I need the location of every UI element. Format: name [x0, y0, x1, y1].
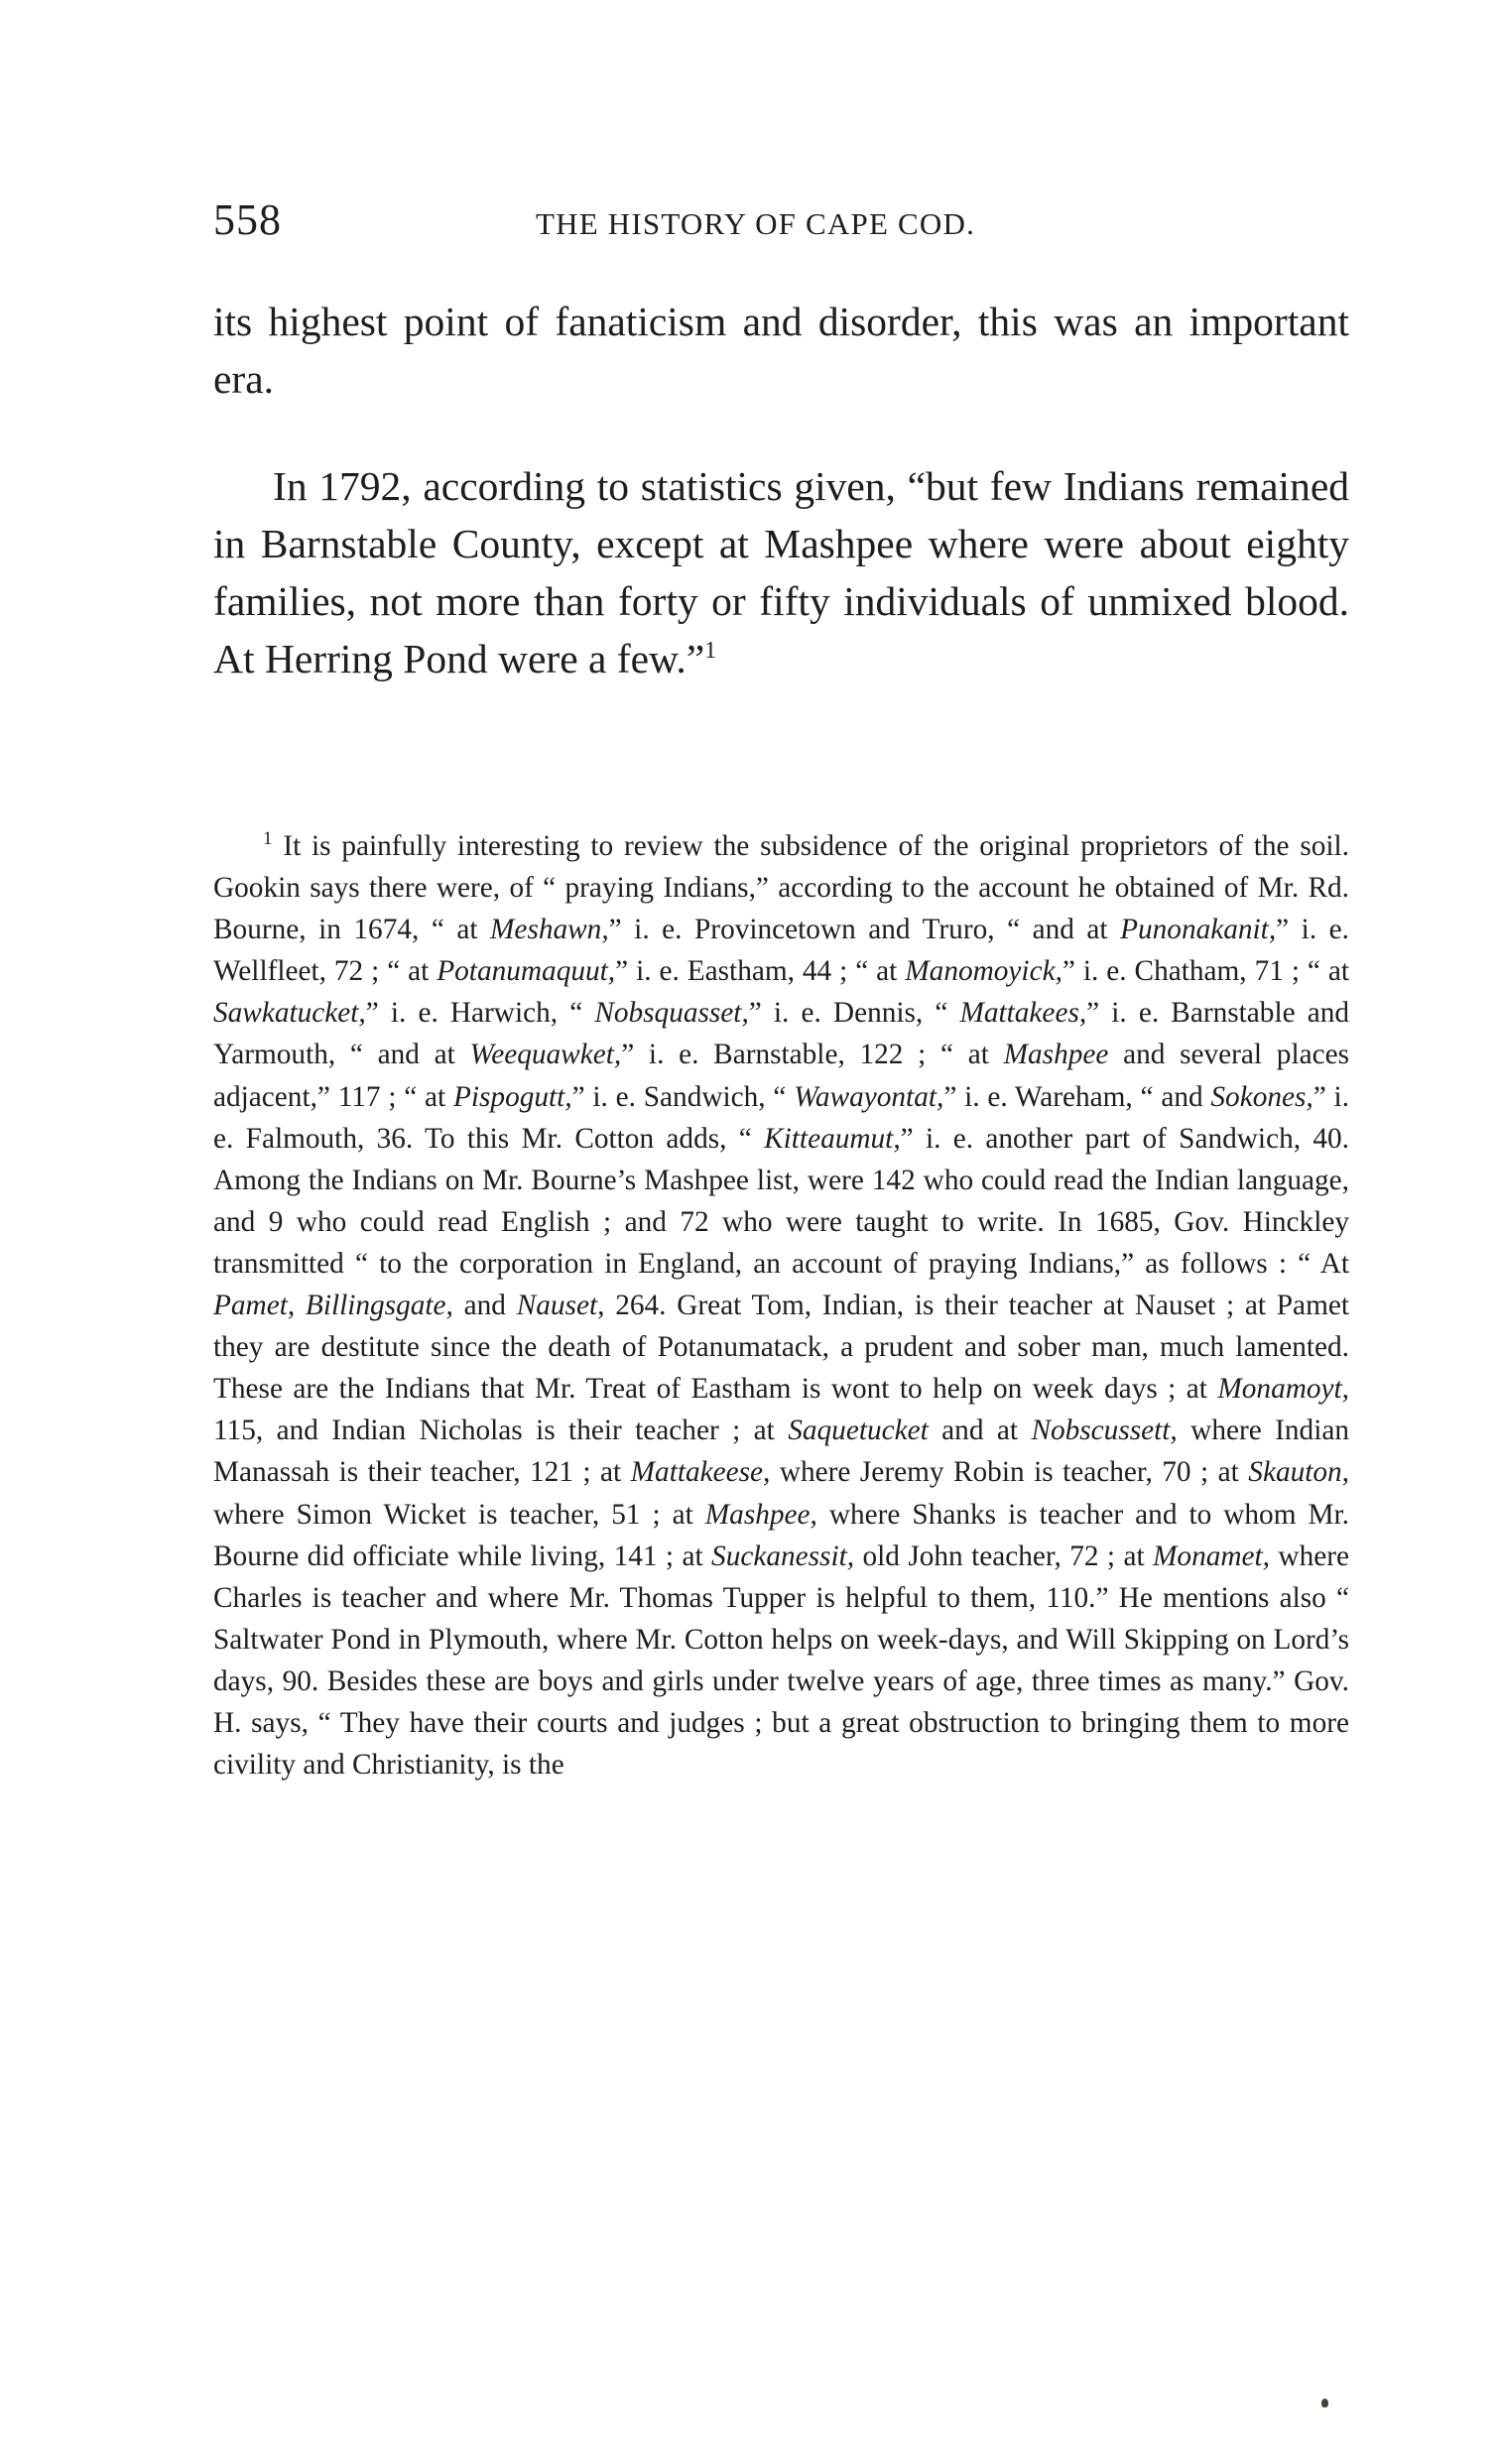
paragraph-1792 [213, 457, 1349, 687]
footnote-place-name: Manomoyick, [905, 955, 1062, 988]
footnote-place-name: Skauton, [1248, 1456, 1350, 1489]
footnote-place-name: Sokones, [1210, 1080, 1313, 1113]
footnote-place-name: Potanumaquut, [437, 955, 616, 988]
footnote-place-name: Weequawket, [469, 1039, 622, 1071]
footnote-text-run: and at [928, 1415, 1032, 1447]
page-number: 558 [213, 195, 282, 244]
running-title: THE HISTORY OF CAPE COD. [536, 206, 976, 241]
footnote-text-run: where Charles is teacher and where Mr. Thomas Tupper is helpful to them, 110.” He mentions also “ Saltwater Pond in Plymouth, where Mr. Cotton helps on week-days, and Will Skipping on Lord’s days, 90. Besides these are boys and girls under twelve years of age, three times as many.” Gov. H. says, “ They have their courts and judges ; but a great obstruction to bringing them to more civility and Christianity, is the [213, 1540, 1349, 1782]
footnote-text-run: ” i. e. Provincetown and Truro, “ and at [608, 914, 1121, 946]
footnote-place-name: Mashpee [1003, 1039, 1109, 1071]
footnote-place-name: Pamet, Billingsgate, [213, 1290, 453, 1322]
footnote-place-name: Nauset, [516, 1290, 605, 1322]
footnote-reference: 1 [704, 638, 717, 665]
main-text [213, 293, 1349, 687]
footnote-place-name: Mattakees, [959, 997, 1087, 1030]
footnote-text-run: where Shanks is teacher and to whom Mr. Bourne did officiate while living, 141 ; at [213, 1498, 1349, 1572]
footnote-text-run: ” i. e. Chatham, 71 ; “ at [1062, 955, 1349, 988]
footnote-place-name: Wawayontat, [794, 1080, 944, 1113]
footnote-text-run: where Simon Wicket is teacher, 51 ; at [213, 1498, 705, 1531]
footnote-text-run: ” i. e. Eastham, 44 ; “ at [615, 955, 906, 988]
paragraph-2-text: In 1792, according to statistics given, “but few Indians remained in Barnstable County, except at Mashpee where were about eighty families, not more than forty or fifty individuals of unmixed blood. At Herring Pond were a few.” [213, 463, 1349, 681]
footnote-place-name: Pispogutt, [452, 1080, 572, 1113]
footnote-place-name: Nobsquasset, [594, 997, 749, 1030]
page-header [213, 194, 1354, 254]
footnote-marker: 1 [263, 828, 273, 850]
footnote-place-name: Monamoyt, [1217, 1373, 1349, 1406]
footnote-text-run: ” i. e. Falmouth, 36. To this Mr. Cotton adds, “ [213, 1080, 1349, 1155]
footnote-text-run: ” i. e. Dennis, “ [748, 997, 960, 1030]
footnote-place-name: Monamet, [1153, 1540, 1271, 1572]
footnote-text-run: ” i. e. Barnstable, 122 ; “ at [621, 1039, 1004, 1071]
footnote-text-run: ” i. e. Harwich, “ [365, 997, 595, 1030]
footnote-place-name: Kitteaumut, [764, 1122, 901, 1155]
footnote-text-run: ” i. e. another part of Sandwich, 40. Among the Indians on Mr. Bourne’s Mashpee list, were 142 who could read the Indian language, and 9 who could read English ; and 72 who were taught to write. In 1685, Gov. Hinckley transmitted “ to the corporation in England, an account of praying Indians,” as follows : “ At [213, 1122, 1349, 1280]
footnote-place-name: Suckanessit, [711, 1540, 855, 1572]
footnote-text-run: and [452, 1290, 517, 1322]
paragraph-1-text: its highest point of fanaticism and disorder, this was an important era. [213, 299, 1349, 402]
footnote-place-name: Nobscussett, [1031, 1415, 1178, 1447]
footnote-text-run: 115, and Indian Nicholas is their teacher ; at [213, 1415, 789, 1447]
footnote-text-run: ” i. e. Wareham, “ and [943, 1080, 1211, 1113]
footnote-text-run: where Jeremy Robin is teacher, 70 ; at [770, 1456, 1249, 1489]
footnote [213, 825, 1349, 1786]
footnote-text-run: 264. Great Tom, Indian, is their teacher at Nauset ; at Pamet they are destitute since the death of Potanumatack, a prudent and sober man, much lamented. These are the Indians that Mr. Treat of Eastham is wont to help on week days ; at [213, 1290, 1349, 1406]
footnote-place-name: Sawkatucket, [213, 997, 366, 1030]
footnote-text-run: ” i. e. Barnstable and Yarmouth, “ and at [213, 997, 1349, 1071]
footnote-text-run: where Indian Manassah is their teacher, 121 ; at [213, 1415, 1349, 1489]
footnote-text-run: ” i. e. Wellfleet, 72 ; “ at [213, 914, 1349, 988]
footnote-place-name: Punonakanit, [1120, 914, 1277, 946]
footnote-text-run: old John teacher, 72 ; at [854, 1540, 1154, 1572]
footnote-place-name: Saquetucket [788, 1415, 929, 1447]
footnote-place-name: Mashpee, [704, 1498, 817, 1531]
print-speck [1321, 2399, 1328, 2407]
paragraph-continuation [213, 293, 1349, 408]
footnote-text-run: It is painfully interesting to review the subsidence of the original proprietors of the soil. Gookin says there were, of “ praying Indians,” according to the account he obtained of Mr. Rd. Bourne, in 1674, “ at [213, 830, 1349, 946]
footnote-text-run: and several places adjacent,” 117 ; “ at [213, 1039, 1349, 1113]
footnote-text-run: ” i. e. Sandwich, “ [571, 1080, 795, 1113]
footnote-place-name: Meshawn, [490, 914, 609, 946]
footnote-place-name: Mattakeese, [630, 1456, 771, 1489]
